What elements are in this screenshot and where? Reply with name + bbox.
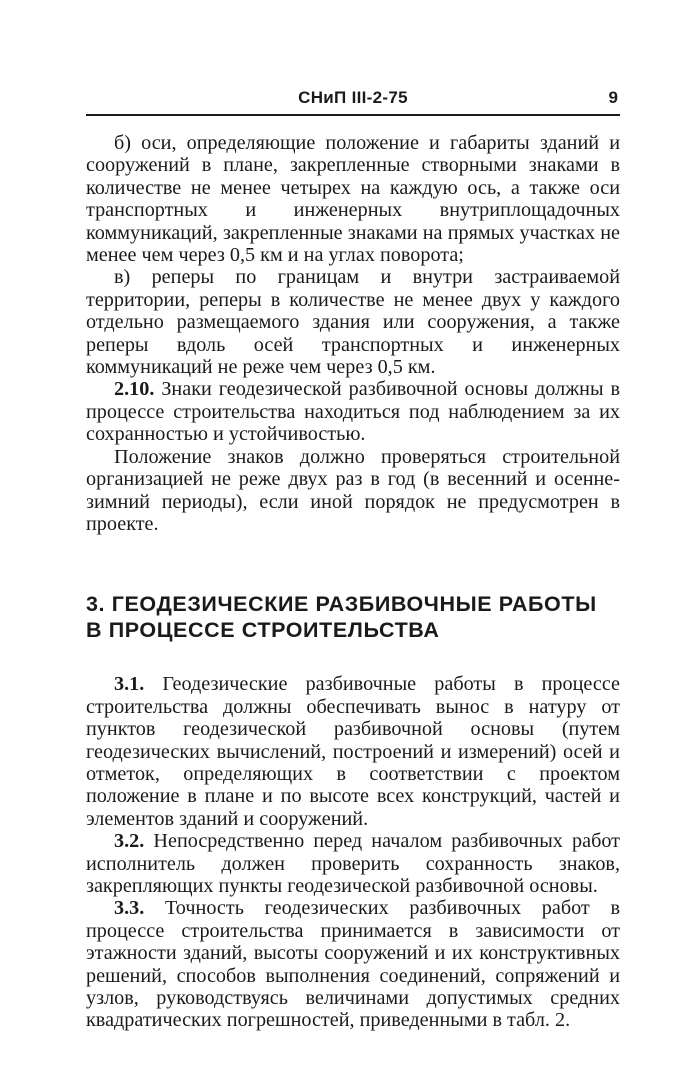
standard-code: СНиП III-2-75 xyxy=(298,88,408,107)
section-title-line: В ПРОЦЕССЕ СТРОИТЕЛЬСТВА xyxy=(86,618,440,643)
paragraph-text: Непосредственно перед началом разбивочных работ исполнитель должен проверить сохранность знаков, закрепляющих пункты геодезической разбивочной основы. xyxy=(86,830,620,897)
paragraph-text: б) оси, определяющие положение и габариты зданий и сооружений в плане, закрепленные створными знаками в количестве не менее четырех на каждую ось, а также оси транспортных и инженерных внутриплощадочных коммуникаций, закрепленные знаками на прямых участках не менее чем через 0,5 км и на углах поворота; xyxy=(86,132,620,267)
running-header xyxy=(86,88,620,116)
section-3-text-block xyxy=(86,673,620,1032)
paragraph-3-1 xyxy=(86,673,620,830)
paragraph-text: Знаки геодезической разбивочной основы должны в процессе строительства находиться под наблюдением за их сохранностью и устойчивостью. xyxy=(86,378,620,446)
paragraph-text: Точность геодезических разбивочных работ в процессе строительства принимается в зависимости от этажности зданий, высоты сооружений и их конструктивных решений, способов выполнения соединений, сопряжений и узлов, руководствуясь величинами допустимых средних квадратических погрешностей, приведенными в табл. 2. xyxy=(86,897,620,1032)
paragraph-text: Положение знаков должно проверяться строительной организацией не реже двух раз в год (в весенний и осенне-зимний периоды), если иной порядок не предусмотрен в проекте. xyxy=(86,445,620,535)
paragraph-text: в) реперы по границам и внутри застраиваемой территории, реперы в количестве не менее двух у каждого отдельно размещаемого здания или сооружения, а также реперы вдоль осей транспортных и инженерных коммуникаций не реже чем через 0,5 км. xyxy=(86,266,620,379)
paragraph-2-10 xyxy=(86,378,620,445)
section-3-title xyxy=(86,591,620,643)
paragraph-v xyxy=(86,266,620,378)
page-number: 9 xyxy=(608,88,618,107)
clause-number: 3.2. xyxy=(114,830,145,853)
document-page xyxy=(86,88,620,1032)
paragraph-3-2 xyxy=(86,830,620,897)
clause-number: 3.3. xyxy=(114,897,145,920)
paragraph-3-3 xyxy=(86,897,620,1031)
clause-number: 3.1. xyxy=(114,673,145,696)
clause-number: 2.10. xyxy=(114,378,155,401)
paragraph-2-10-note xyxy=(86,446,620,536)
paragraph-b xyxy=(86,132,620,266)
upper-text-block xyxy=(86,132,620,535)
section-title-line: 3. ГЕОДЕЗИЧЕСКИЕ РАЗБИВОЧНЫЕ РАБОТЫ xyxy=(86,592,597,617)
paragraph-text: Геодезические разбивочные работы в процессе строительства должны обеспечивать вынос в натуру от пунктов геодезической разбивочной основы (путем геодезических вычислений, построений и измерений) осей и отметок, определяющих в соответствии с проектом положение в плане и по высоте всех конструкций, частей и элементов зданий и сооружений. xyxy=(86,673,620,830)
